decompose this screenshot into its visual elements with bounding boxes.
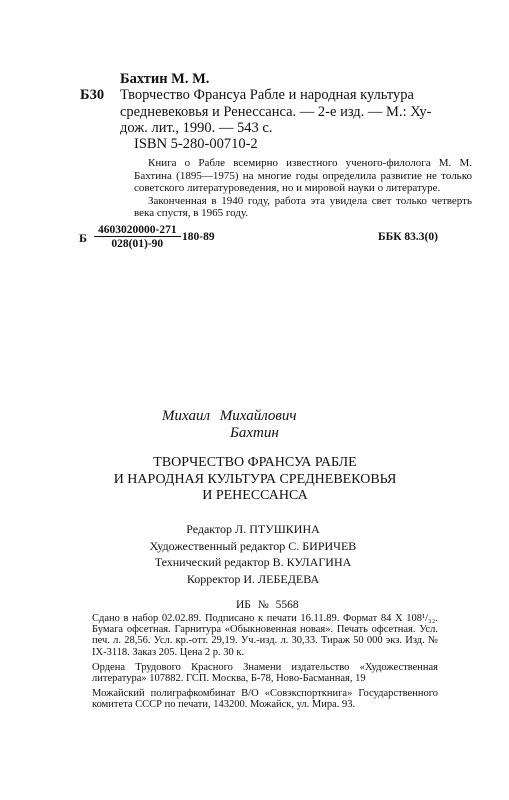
imprint-paragraph: Сдано в набор 02.02.89. Подписано к печати 16.11.89. Формат 84 X 108¹/₃₂. Бумага офсетная. Гарнитура «Обыкновенная новая». Печать офсетная. Усл. печ. л. 28,56. Усл. кр.-отт. 29,19. Уч.-изд. л. 30,33. Тираж 50 000 экз. Изд. № IX-3118. Заказ 205. Цена 2 р. 30 к. (92, 613, 438, 658)
imprint (92, 613, 438, 715)
book-title (110, 455, 400, 505)
annotation (134, 157, 472, 220)
title-line: И РЕНЕССАНСА (202, 488, 308, 503)
credit-line: Технический редактор В. КУЛАГИНА (154, 555, 352, 569)
annotation-paragraph: Законченная в 1940 году, работа эта увидела свет только четверть века спустя, в 1965 году. (134, 194, 472, 220)
title-line: ТВОРЧЕСТВО ФРАНСУА РАБЛЕ (153, 455, 357, 470)
credit-line: Художественный редактор С. БИРИЧЕВ (149, 538, 357, 553)
catalog-code: Б30 (80, 87, 105, 103)
imprint-paragraph: Можайский полиграфкомбинат В/О «Совэкспорткнига» Государственного комитета СССР по печати, 143200. Можайск, ул. Мира. 93. (92, 688, 438, 711)
bib-line: средневековья и Ренессанса. — 2-е изд. — М.: Ху- (120, 103, 432, 120)
fraction-denominator: 028(01)-90 (111, 238, 164, 250)
isbn: ISBN 5-280-00710-2 (134, 136, 258, 152)
class-letter: Б (79, 231, 87, 245)
author-heading: Бахтин М. М. (120, 71, 210, 87)
bibliographic-description (120, 87, 480, 137)
credit-line: Корректор И. ЛЕБЕДЕВА (186, 571, 320, 586)
bbk-code: ББК 83.3(0) (378, 231, 438, 243)
title-line: И НАРОДНАЯ КУЛЬТУРА СРЕДНЕВЕКОВЬЯ (113, 471, 397, 487)
credit-line: Редактор Л. ПТУШКИНА (186, 522, 320, 536)
credits (88, 521, 418, 587)
bib-line: дож. лит., 1990. — 543 с. (120, 120, 273, 136)
annotation-paragraph: Книга о Рабле всемирно известного ученого-филолога М. М. Бахтина (1895—1975) на многие годы определила развитие не только советского литературоведения, но и мировой науки о литературе. (134, 157, 472, 195)
author-name: Михаил Михайлович (162, 408, 297, 424)
author-surname: Бахтин (230, 425, 279, 441)
imprint-paragraph: Ордена Трудового Красного Знамени издательство «Художественная литература» 107882. ГСП. Москва, Б-78, Ново-Басманная, 19 (92, 661, 438, 685)
fraction-numerator: 4603020000-271 (94, 224, 181, 237)
fraction-suffix: 180-89 (182, 231, 215, 243)
ib-number: ИБ № 5568 (236, 599, 299, 611)
classification-fraction (94, 224, 181, 250)
bib-line: Творчество Франсуа Рабле и народная культура (120, 87, 414, 103)
